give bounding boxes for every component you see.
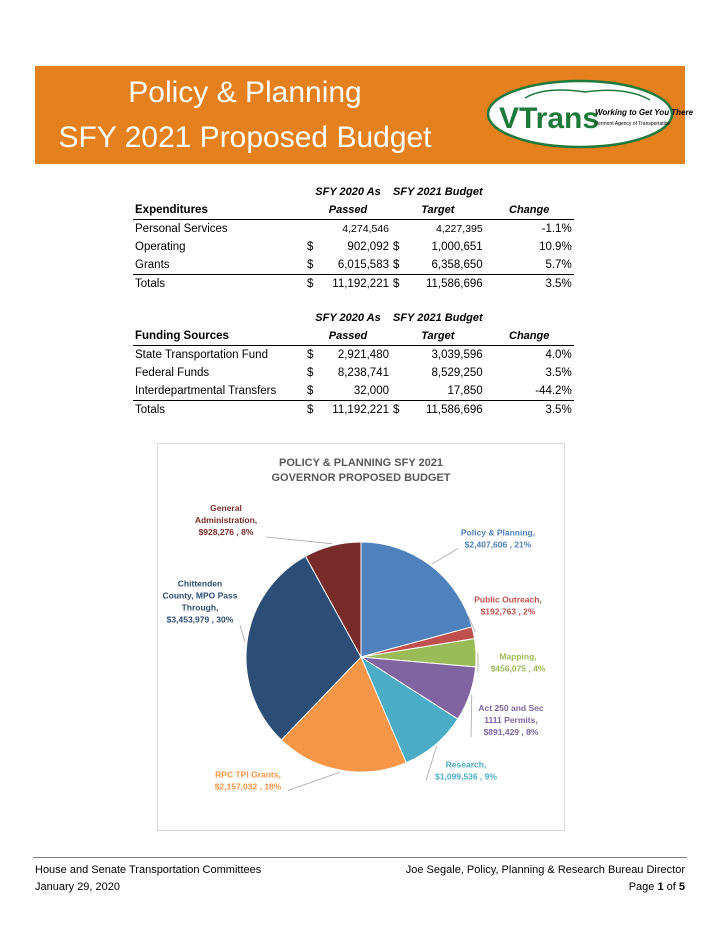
value-change: 3.5% (485, 401, 574, 420)
logo-subtext: Vermont Agency of Transportation (595, 121, 671, 127)
chart-subtitle: GOVERNOR PROPOSED BUDGET (271, 472, 451, 484)
data-label: Mapping, $456,075 , 4% (490, 651, 546, 674)
value-2021: 3,039,596 (431, 349, 483, 361)
section-heading: Expenditures (133, 201, 305, 220)
currency-sign: $ (307, 259, 314, 271)
page-title: Policy & Planning (128, 76, 362, 109)
currency-sign: $ (307, 385, 314, 397)
row-label: Grants (135, 259, 170, 271)
currency-sign (391, 364, 408, 382)
title-banner (35, 66, 694, 164)
row-label: Totals (133, 275, 305, 294)
data-label: Chittenden County, MPO Pass Through, $3,453,979 , 30% (162, 578, 238, 625)
currency-sign (391, 382, 408, 401)
value-2020: 4,274,546 (342, 223, 389, 235)
currency-sign: $ (307, 241, 314, 253)
table-row (133, 238, 574, 256)
budget-pie-chart (157, 443, 565, 831)
row-label: Operating (135, 241, 186, 253)
data-label: General Administration, $928,276 , 8% (194, 503, 258, 537)
pie-chart-svg (158, 444, 564, 830)
col-header-change: Change (485, 201, 574, 220)
data-label: Policy & Planning, $2,407,606 , 21% (460, 527, 536, 550)
value-change: -1.1% (541, 223, 572, 235)
leader-line (240, 626, 245, 642)
col-header-2020: SFY 2020 As (315, 312, 381, 324)
data-label: Public Outreach, $192,763 , 2% (474, 594, 542, 617)
data-label: RPC TPI Grants, $2,157,032 , 18% (214, 769, 282, 792)
value-change: 3.5% (545, 367, 572, 379)
currency-sign: $ (391, 275, 408, 294)
currency-sign: $ (391, 401, 408, 420)
section-heading: Funding Sources (133, 327, 305, 346)
value-2021: 4,227,395 (435, 223, 483, 235)
currency-sign: $ (393, 241, 400, 253)
currency-sign: $ (305, 401, 321, 420)
value-2021: 8,529,250 (431, 367, 483, 379)
row-label: State Transportation Fund (135, 349, 268, 361)
col-header-2021: SFY 2021 Budget (393, 312, 483, 324)
leader-line (266, 537, 332, 544)
currency-sign (391, 346, 408, 365)
data-label: Research, $1,099,536 , 9% (435, 759, 497, 782)
totals-row (133, 275, 574, 294)
value-2020: 902,092 (347, 241, 389, 253)
value-2020: 2,921,480 (337, 349, 389, 361)
expenditures-table (133, 183, 574, 293)
footer-page-number: Page 1 of 5 (628, 881, 685, 893)
table-row (133, 382, 574, 401)
footer-committees: House and Senate Transportation Committees (35, 864, 262, 876)
col-header-2020: SFY 2020 As (315, 186, 381, 198)
currency-sign: $ (307, 367, 314, 379)
value-2020: 8,238,741 (337, 367, 389, 379)
table-row (133, 220, 574, 239)
currency-sign: $ (393, 259, 400, 271)
vtrans-logo (485, 78, 694, 150)
value-2021: 11,586,696 (408, 401, 485, 420)
page-subtitle: SFY 2021 Proposed Budget (58, 121, 432, 154)
footer-author: Joe Segale, Policy, Planning & Research Bureau Director (405, 864, 685, 876)
row-label: Personal Services (135, 223, 228, 235)
funding-table (133, 309, 574, 419)
currency-sign: $ (305, 275, 321, 294)
value-change: -44.2% (535, 385, 572, 397)
value-2020: 6,015,583 (337, 259, 389, 271)
table-row (133, 364, 574, 382)
col-header-2020-sub: Passed (305, 201, 391, 220)
value-2021: 1,000,651 (431, 241, 483, 253)
row-label: Federal Funds (135, 367, 210, 379)
row-label: Totals (133, 401, 305, 420)
value-change: 5.7% (545, 259, 572, 271)
col-header-2021-sub: Target (391, 327, 485, 346)
logo-text: VTrans (499, 102, 600, 135)
value-change: 3.5% (485, 275, 574, 294)
col-header-2021: SFY 2021 Budget (393, 186, 483, 198)
value-2021: 17,850 (447, 385, 483, 397)
value-2020: 11,192,221 (321, 401, 391, 420)
footer-divider (33, 857, 687, 858)
value-2020: 11,192,221 (321, 275, 391, 294)
currency-sign (391, 220, 408, 239)
table-row (133, 256, 574, 275)
value-2021: 11,586,696 (408, 275, 485, 294)
col-header-2021-sub: Target (391, 201, 485, 220)
value-2021: 6,358,650 (431, 259, 483, 271)
leader-line (432, 549, 458, 565)
logo-tagline: Working to Get You There (595, 108, 694, 117)
chart-title: POLICY & PLANNING SFY 2021 (278, 457, 444, 469)
row-label: Interdepartmental Transfers (135, 385, 277, 397)
value-change: 4.0% (545, 349, 572, 361)
col-header-change: Change (485, 327, 574, 346)
leader-line (288, 772, 340, 790)
currency-sign: $ (307, 349, 314, 361)
value-2020: 32,000 (353, 385, 389, 397)
col-header-2020-sub: Passed (305, 327, 391, 346)
value-change: 10.9% (539, 241, 572, 253)
totals-row (133, 401, 574, 420)
footer-date: January 29, 2020 (35, 881, 121, 893)
table-row (133, 346, 574, 365)
currency-sign (305, 220, 321, 239)
data-label: Act 250 and Sec 1111 Permits, $891,429 , 8% (478, 703, 544, 737)
leader-line (471, 695, 472, 737)
